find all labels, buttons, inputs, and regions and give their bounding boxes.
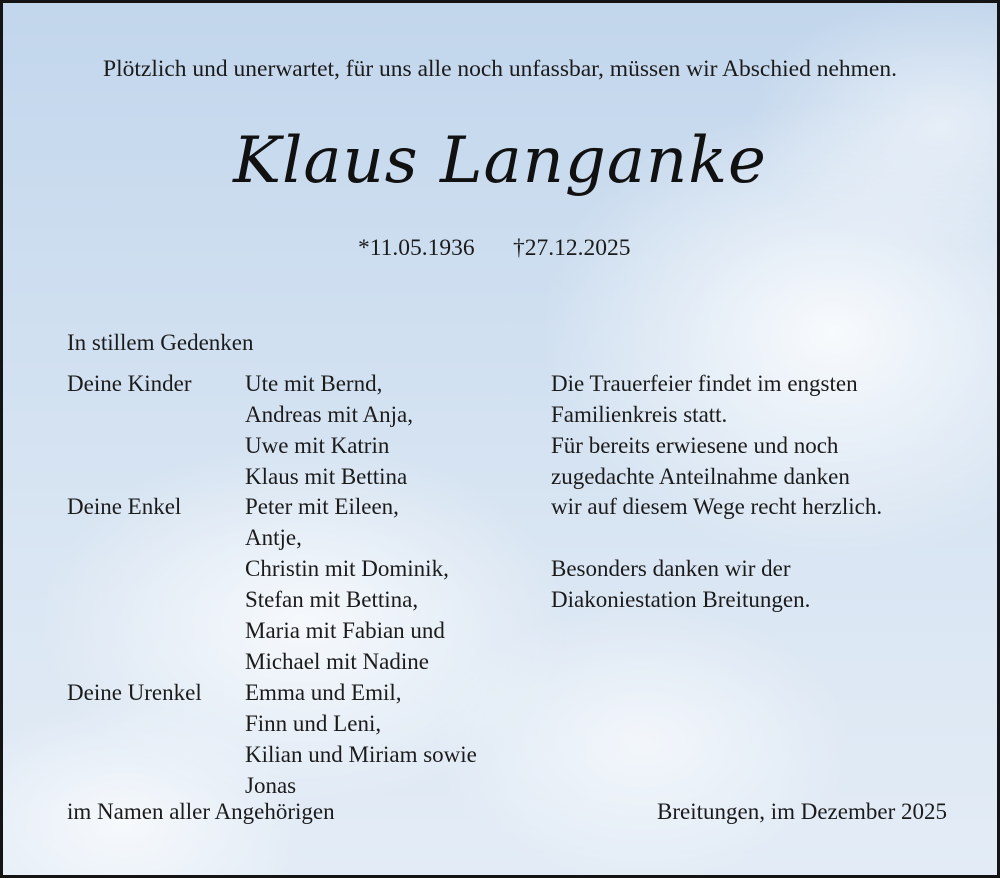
- funeral-text-line: zugedachte Anteilnahme danken: [551, 464, 850, 489]
- family-member: Finn und Leni,: [245, 711, 382, 736]
- group-role-children: Deine Kinder: [67, 371, 192, 396]
- family-member: Emma und Emil,: [245, 680, 402, 705]
- birth-date: *11.05.1936: [358, 235, 475, 261]
- thanks-text-line: Diakoniestation Breitungen.: [551, 587, 811, 612]
- thanks-text-line: Besonders danken wir der: [551, 556, 791, 581]
- group-role-grandchildren: Deine Enkel: [67, 494, 182, 519]
- family-member: Andreas mit Anja,: [245, 402, 413, 427]
- signature-line: im Namen aller Angehörigen: [67, 799, 335, 824]
- family-member: Maria mit Fabian und: [245, 618, 445, 643]
- deceased-name: Klaus Langanke: [233, 124, 767, 198]
- funeral-text-line: Für bereits erwiesene und noch: [551, 433, 839, 458]
- place-date-line: Breitungen, im Dezember 2025: [657, 799, 947, 824]
- family-member: Antje,: [245, 525, 302, 550]
- memory-line: In stillem Gedenken: [67, 330, 254, 355]
- family-member: Klaus mit Bettina: [245, 464, 408, 489]
- family-member: Stefan mit Bettina,: [245, 587, 419, 612]
- funeral-text-line: Familienkreis statt.: [551, 402, 728, 427]
- family-member: Ute mit Bernd,: [245, 371, 383, 396]
- death-date: †27.12.2025: [513, 235, 631, 261]
- family-member: Kilian und Miriam sowie: [245, 742, 477, 767]
- intro-text: Plötzlich und unerwartet, für uns alle noch unfassbar, müssen wir Abschied nehmen.: [103, 56, 897, 82]
- group-role-great-grandchildren: Deine Urenkel: [67, 680, 202, 705]
- family-member: Uwe mit Katrin: [245, 433, 390, 458]
- funeral-text-line: wir auf diesem Wege recht herzlich.: [551, 494, 883, 519]
- funeral-text-line: Die Trauerfeier findet im engsten: [551, 371, 858, 396]
- family-member: Jonas: [245, 773, 297, 798]
- family-member: Peter mit Eileen,: [245, 494, 399, 519]
- family-member: Michael mit Nadine: [245, 649, 429, 674]
- family-member: Christin mit Dominik,: [245, 556, 449, 581]
